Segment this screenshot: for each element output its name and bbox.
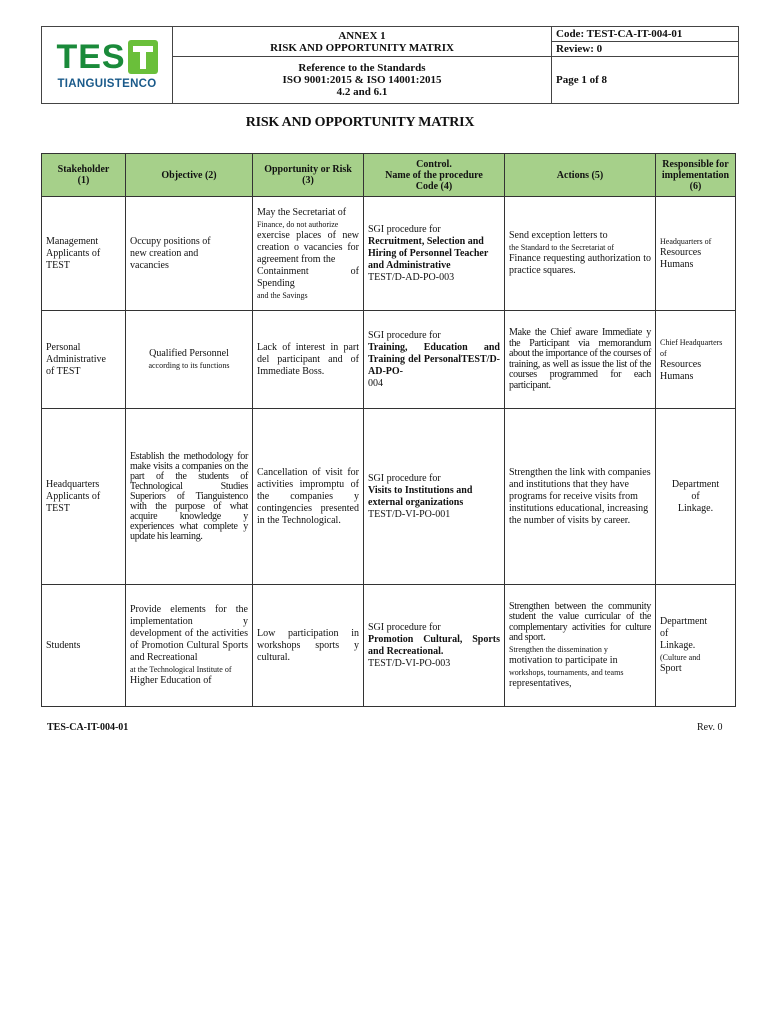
header-stakeholder — [42, 154, 126, 197]
page-cell: Page 1 of 8 — [552, 57, 739, 104]
row4-objective-c: Higher Education of — [130, 675, 212, 686]
row3-stakeholder-line-2: Applicants of — [46, 490, 101, 502]
row4-actions — [505, 585, 656, 707]
row1-objective-line-3: vacancies — [130, 259, 169, 271]
header-control-line-2: Name of the procedure — [385, 169, 483, 181]
row1-opportunity — [253, 197, 364, 311]
row2-control-code: 004 — [368, 377, 383, 389]
row1-objective-line-2: new creation and — [130, 247, 199, 259]
row3-responsible — [656, 409, 736, 585]
annex-title-cell — [173, 27, 552, 57]
row2-stakeholder-line-3: of TEST — [46, 365, 81, 377]
header-responsible — [656, 154, 736, 197]
row3-control-code: TEST/D-VI-PO-001 — [368, 508, 451, 520]
logo-subtitle: TIANGUISTENCO — [57, 78, 157, 90]
row4-responsible-a: Department — [660, 616, 708, 627]
header-opportunity — [253, 154, 364, 197]
row2-responsible-c: Humans — [660, 370, 694, 382]
row4-responsible-c: Linkage. — [660, 640, 696, 651]
row1-stakeholder-line-2: Applicants of — [46, 247, 101, 259]
row1-opportunity-a: May the Secretariat of — [257, 206, 347, 218]
row3-control — [364, 409, 505, 585]
row4-responsible-b: of — [660, 628, 669, 639]
row1-responsible-b: Resources — [660, 247, 702, 258]
header-responsible-line-1: Responsible for — [662, 158, 729, 170]
code-cell: Code: TEST-CA-IT-004-01 — [552, 27, 739, 42]
logo-text: TES — [56, 38, 126, 76]
row1-control-code: TEST/D-AD-PO-003 — [368, 271, 455, 283]
table-header-row — [42, 154, 736, 197]
row1-opportunity-b: Finance, do not authorize — [257, 219, 339, 229]
row1-responsible-c: Humans — [660, 259, 694, 270]
row4-control — [364, 585, 505, 707]
row2-control-intro: SGI procedure for — [368, 329, 441, 341]
standards-line-3: 4.2 and 6.1 — [336, 86, 388, 99]
header-stakeholder-label: Stakeholder — [57, 164, 110, 175]
row1-responsible — [656, 197, 736, 311]
row3-responsible-line-1: Department — [671, 478, 720, 490]
header-actions: Actions (5) — [505, 154, 656, 197]
logo-cell — [42, 27, 173, 104]
row2-stakeholder-line-2: Administrative — [46, 353, 106, 365]
annex-label: ANNEX 1 — [338, 29, 386, 42]
row4-responsible — [656, 585, 736, 707]
row3-control-intro: SGI procedure for — [368, 472, 441, 484]
row1-opportunity-e: and the Savings — [257, 290, 308, 300]
header-opportunity-num: (3) — [302, 175, 314, 186]
row1-actions — [505, 197, 656, 311]
row1-stakeholder-line-3: TEST — [46, 259, 70, 271]
review-cell: Review: 0 — [552, 42, 739, 57]
row1-actions-a: Send exception letters to — [509, 230, 608, 241]
header-control — [364, 154, 505, 197]
table-row — [42, 585, 736, 707]
footer-code: TES-CA-IT-004-01 — [47, 722, 129, 733]
table-row — [42, 311, 736, 409]
row1-actions-b: the Standard to the Secretariat of — [509, 243, 615, 252]
footer-rev: Rev. 0 — [697, 722, 723, 733]
row3-responsible-line-3: Linkage. — [677, 502, 714, 514]
row1-objective — [126, 197, 253, 311]
row1-stakeholder — [42, 197, 126, 311]
row3-control-name: Visits to Institutions and external organizations — [368, 484, 473, 508]
row4-objective-a: Provide elements for the implementation y development of the activities of Promotion Cultural Sports and Recreational — [130, 604, 248, 663]
header-opportunity-label: Opportunity or Risk — [264, 164, 352, 175]
row1-objective-line-1: Occupy positions of — [130, 235, 211, 247]
row2-objective — [126, 311, 253, 409]
row4-control-intro: SGI procedure for — [368, 621, 441, 633]
row1-responsible-a: Headquarters of — [660, 237, 712, 246]
document-header — [41, 26, 739, 104]
row3-objective: Establish the methodology for make visits a companies on the part of the students of Technological Studies Superiors of Tianguistenco with the purpose of what acquire knowledge y experiences what complete y update his learning. — [126, 409, 253, 585]
document-title: RISK AND OPPORTUNITY MATRIX — [245, 115, 475, 130]
header-control-line-1: Control. — [416, 158, 452, 170]
row1-opportunity-d: Containment of Spending — [257, 265, 359, 289]
row1-opportunity-c: exercise places of new creation o vacancies for agreement from the — [257, 229, 359, 265]
row2-objective-a: Qualified Personnel — [149, 348, 229, 359]
row2-objective-b: according to its functions — [148, 361, 230, 370]
row4-stakeholder: Students — [42, 585, 126, 707]
row3-stakeholder-line-1: Headquarters — [46, 478, 100, 490]
row4-responsible-d: (Culture and — [660, 653, 701, 662]
standards-line-1: Reference to the Standards — [298, 62, 426, 75]
logo-t-icon — [128, 40, 158, 74]
header-responsible-line-3: (6) — [689, 180, 702, 192]
row1-control — [364, 197, 505, 311]
row2-actions: Make the Chief aware Immediate y the Participant via memorandum about the importance of the courses of training, as well as issue the list of the courses programmed for each participant. — [505, 311, 656, 409]
row4-actions-e: representatives, — [509, 677, 572, 689]
row1-actions-c: Finance requesting authorization to practice squares. — [509, 253, 651, 276]
row1-stakeholder-line-1: Management — [46, 235, 99, 247]
standards-line-2: ISO 9001:2015 & ISO 14001:2015 — [282, 74, 442, 87]
row4-actions-b: Strengthen the dissemination y — [509, 644, 608, 654]
standards-cell — [173, 57, 552, 104]
row2-responsible — [656, 311, 736, 409]
row2-responsible-b: Resources — [660, 358, 702, 370]
row4-actions-d: workshops, tournaments, and teams — [509, 667, 624, 677]
header-objective: Objective (2) — [126, 154, 253, 197]
row3-opportunity: Cancellation of visit for activities impromptu of the companies y contingencies presented in the Technological. — [253, 409, 364, 585]
row1-control-name: Recruitment, Selection and Hiring of Personnel Teacher and Administrative — [368, 235, 489, 271]
row4-actions-c: motivation to participate in — [509, 654, 618, 666]
risk-matrix-table — [41, 153, 736, 707]
table-row — [42, 197, 736, 311]
header-responsible-line-2: implementation — [661, 169, 730, 181]
matrix-name: RISK AND OPPORTUNITY MATRIX — [270, 41, 454, 54]
row2-control-name: Training, Education and Training del PersonalTEST/D-AD-PO- — [368, 341, 500, 377]
row4-opportunity: Low participation in workshops sports y cultural. — [253, 585, 364, 707]
row2-stakeholder-line-1: Personal — [46, 341, 81, 353]
row4-control-code: TEST/D-VI-PO-003 — [368, 657, 451, 669]
row3-stakeholder — [42, 409, 126, 585]
row4-responsible-e: Sport — [660, 663, 682, 674]
row4-objective — [126, 585, 253, 707]
row4-actions-a: Strengthen between the community student the value curricular of the complementary activities for culture and sport. — [509, 600, 651, 643]
row2-stakeholder — [42, 311, 126, 409]
row2-responsible-a: Chief Headquarters of — [660, 337, 723, 358]
row3-stakeholder-line-3: TEST — [46, 502, 70, 514]
row3-actions: Strengthen the link with companies and institutions that they have programs for receive visits from institutions educational, increasing the number of visits by career. — [505, 409, 656, 585]
row1-control-intro: SGI procedure for — [368, 223, 441, 235]
row3-responsible-line-2: of — [691, 490, 700, 502]
table-row — [42, 409, 736, 585]
row2-control — [364, 311, 505, 409]
row4-objective-b: at the Technological Institute of — [130, 665, 232, 674]
row4-control-name: Promotion Cultural, Sports and Recreational. — [368, 633, 500, 657]
header-control-line-3: Code (4) — [415, 180, 453, 192]
row2-opportunity: Lack of interest in part del participant and of Immediate Boss. — [253, 311, 364, 409]
header-stakeholder-num: (1) — [77, 175, 90, 186]
